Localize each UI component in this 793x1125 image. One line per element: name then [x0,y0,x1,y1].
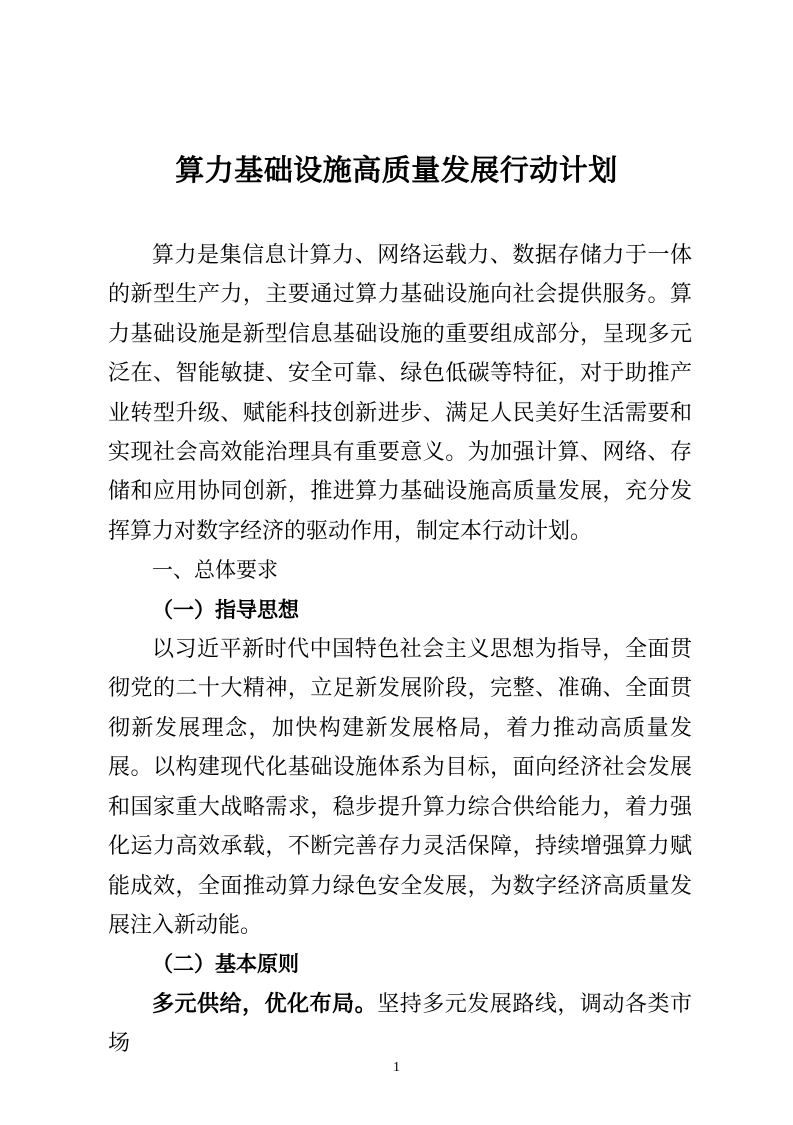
guiding-ideology-paragraph: 以习近平新时代中国特色社会主义思想为指导，全面贯彻党的二十大精神，立足新发展阶段，完整、准确、全面贯彻新发展理念，加快构建新发展格局，着力推动高质量发展。以构建现代化基础设施体系为目标，面向经济社会发展和国家重大战略需求，稳步提升算力综合供给能力，着力强化运力高效承载，不断完善存力灵活保障，持续增强算力赋能成效，全面推动算力绿色安全发展，为数字经济高质量发展注入新动能。 [108,637,692,938]
principle-paragraph [108,985,692,1064]
subsection-heading-guiding-ideology: （一）指导思想 [152,597,299,622]
principle-lead: 多元供给，优化布局。 [152,991,378,1017]
intro-paragraph: 算力是集信息计算力、网络运载力、数据存储力于一体的新型生产力，主要通过算力基础设施向社会提供服务。算力基础设施是新型信息基础设施的重要组成部分，呈现多元泛在、智能敏捷、安全可靠、绿色低碳等特征，对于助推产业转型升级、赋能科技创新进步、满足人民美好生活需要和实现社会高效能治理具有重要意义。为加强计算、网络、存储和应用协同创新，推进算力基础设施高质量发展，充分发挥算力对数字经济的驱动作用，制定本行动计划。 [108,243,692,544]
principle-text: 坚持多元发展路线，调动各类市场 [108,991,692,1057]
subsection-heading-basic-principles: （二）基本原则 [152,952,299,977]
page-number: 1 [393,1060,400,1075]
section-heading-general-requirements: 一、总体要求 [152,558,278,583]
document-title: 算力基础设施高质量发展行动计划 [175,153,618,187]
document-body [108,236,692,1064]
